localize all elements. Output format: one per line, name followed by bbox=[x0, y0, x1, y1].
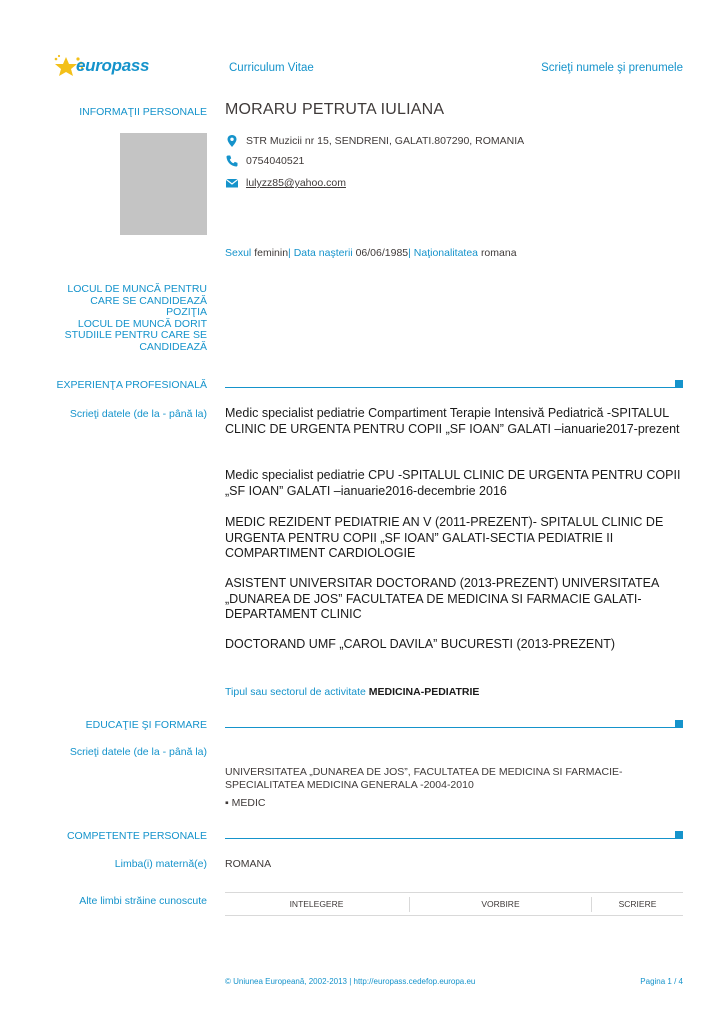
footer-copyright: © Uniunea Europeană, 2002-2013 | http://europass.cedefop.europa.eu bbox=[225, 977, 476, 986]
col-speaking: VORBIRE bbox=[481, 899, 520, 909]
position-line: CARE SE CANDIDEAZĂ bbox=[90, 294, 207, 307]
phone-icon bbox=[225, 154, 239, 168]
education-dates-label: Scrieţi datele (de la - până la) bbox=[69, 746, 207, 758]
document-title: Curriculum Vitae bbox=[229, 62, 314, 74]
experience-divider bbox=[225, 387, 677, 388]
personal-info-label: INFORMAŢII PERSONALE bbox=[79, 106, 207, 118]
europass-logo bbox=[52, 54, 152, 82]
position-line: STUDIILE PENTRU CARE SE bbox=[64, 329, 207, 341]
position-line: POZIŢIA bbox=[166, 306, 207, 318]
experience-dates-label: Scrieţi datele (de la - până la) bbox=[69, 408, 207, 420]
address-row bbox=[225, 134, 524, 148]
name-placeholder: Scrieţi numele şi prenumele bbox=[541, 62, 683, 74]
education-section-label: EDUCAŢIE ŞI FORMARE bbox=[85, 719, 207, 731]
experience-item: ASISTENT UNIVERSITAR DOCTORAND (2013-PREZENT) UNIVERSITATEA „DUNAREA DE JOS” FACULTATEA DE MEDICINA SI FARMACIE GALATI-DEPARTAMENT CLINIC bbox=[225, 576, 659, 621]
education-divider-square bbox=[675, 720, 683, 728]
personal-details-line bbox=[225, 247, 517, 259]
sector-line bbox=[225, 686, 479, 698]
sector-value: MEDICINA-PEDIATRIE bbox=[368, 686, 480, 698]
skills-divider-square bbox=[675, 831, 683, 839]
experience-item: MEDIC REZIDENT PEDIATRIE AN V (2011-PREZENT)- SPITALUL CLINIC DE URGENTA PENTRU COPII „SF IOAN” GALATI-SECTIA PEDIATRIE II COMPARTIMENT CARDIOLOGIE bbox=[225, 515, 664, 560]
phone-row bbox=[225, 154, 304, 168]
col-writing: SCRIERE bbox=[618, 899, 657, 909]
position-line: LOCUL DE MUNCĂ PENTRU bbox=[67, 283, 207, 295]
phone-text: 0754040521 bbox=[246, 155, 305, 167]
position-line: CANDIDEAZĂ bbox=[139, 340, 207, 353]
language-table-header bbox=[225, 892, 683, 916]
location-pin-icon bbox=[225, 134, 239, 148]
address-text: STR Muzicii nr 15, SENDRENI, GALATI.807290, ROMANIA bbox=[246, 135, 525, 147]
skills-divider bbox=[225, 838, 677, 839]
experience-item: Medic specialist pediatrie Compartiment Terapie Intensivă Pediatrică -SPITALUL CLINIC DE URGENTA PENTRU COPII „SF IOAN” GALATI –ianuarie2017-prezent bbox=[225, 406, 680, 436]
nationality-label: Naţionalitatea bbox=[413, 247, 479, 259]
position-block-label bbox=[65, 284, 207, 353]
position-line: LOCUL DE MUNCĂ DORIT bbox=[77, 317, 207, 330]
education-divider bbox=[225, 727, 677, 728]
birth-date-label: Data naşterii bbox=[293, 247, 353, 259]
mother-tongue-label: Limba(i) maternă(e) bbox=[114, 858, 207, 870]
experience-section-label: EXPERIENŢA PROFESIONALĂ bbox=[56, 379, 207, 391]
col-understanding: INTELEGERE bbox=[289, 899, 344, 909]
experience-item: DOCTORAND UMF „CAROL DAVILA” BUCURESTI (2013-PREZENT) bbox=[225, 637, 616, 651]
sex-label: Sexul bbox=[225, 247, 252, 259]
experience-item: Medic specialist pediatrie CPU -SPITALUL CLINIC DE URGENTA PENTRU COPII „SF IOAN” GALATI –ianuarie2016-decembrie 2016 bbox=[225, 468, 681, 498]
photo-placeholder bbox=[120, 133, 207, 235]
email-row bbox=[225, 176, 346, 190]
mother-tongue-value: ROMANA bbox=[225, 858, 272, 870]
nationality-value: romana bbox=[480, 247, 517, 259]
sector-label: Tipul sau sectorul de activitate bbox=[225, 686, 366, 698]
separator: | bbox=[288, 247, 291, 259]
separator: | bbox=[408, 247, 411, 259]
skills-section-label: COMPETENTE PERSONALE bbox=[66, 830, 207, 842]
logo-text: europass bbox=[76, 56, 150, 75]
education-institution: UNIVERSITATEA „DUNAREA DE JOS”, FACULTATEA DE MEDICINA SI FARMACIE-SPECIALITATEA MEDICINA GENERALA -2004-2010 bbox=[225, 766, 623, 791]
email-icon bbox=[225, 176, 239, 190]
sex-value: feminin bbox=[254, 247, 289, 259]
birth-date-value: 06/06/1985 bbox=[355, 247, 409, 259]
email-link[interactable]: lulyzz85@yahoo.com bbox=[246, 177, 346, 189]
footer-page-number: Pagina 1 / 4 bbox=[640, 977, 683, 986]
other-languages-label: Alte limbi străine cunoscute bbox=[79, 895, 207, 907]
full-name: MORARU PETRUTA IULIANA bbox=[225, 101, 445, 118]
experience-divider-square bbox=[675, 380, 683, 388]
education-qualification: ▪ MEDIC bbox=[225, 797, 266, 809]
